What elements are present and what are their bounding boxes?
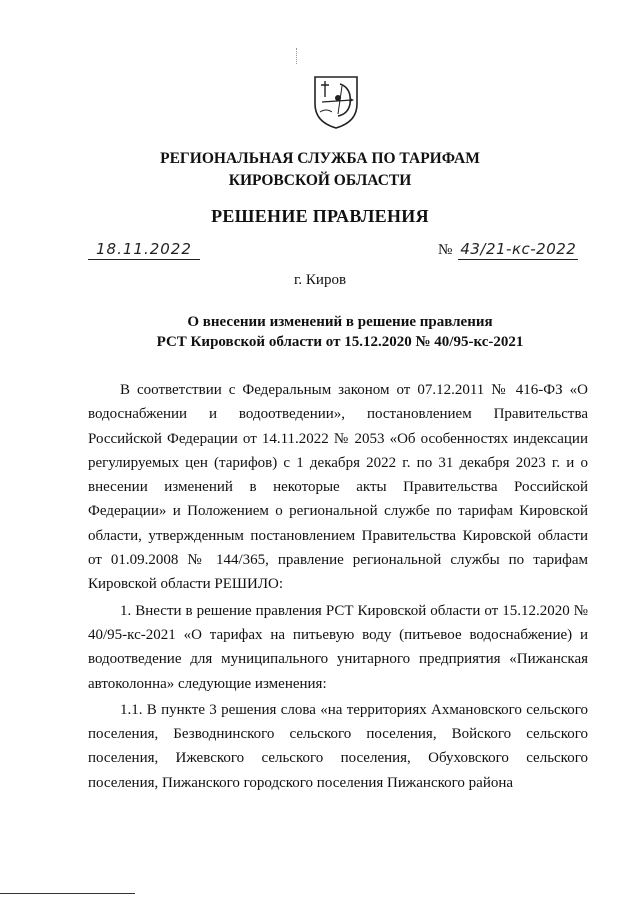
- org-line-1: РЕГИОНАЛЬНАЯ СЛУЖБА ПО ТАРИФАМ: [160, 150, 480, 167]
- org-line-2: КИРОВСКОЙ ОБЛАСТИ: [228, 172, 412, 189]
- document-date: 18.11.2022: [88, 240, 200, 260]
- document-body: [88, 378, 588, 795]
- document-type: РЕШЕНИЕ ПРАВЛЕНИЯ: [211, 206, 429, 226]
- scan-mark: [296, 48, 299, 64]
- paragraph-preamble: В соответствии с Федеральным законом от 07.12.2011 № 416-ФЗ «О водоснабжении и водоотведении», постановлением Правительства Российской Федерации от 14.11.2022 № 2053 «Об особенностях индексации регулируемых цен (тарифов) с 1 декабря 2022 г. по 31 декабря 2023 г. и о внесении изменений в некоторые акты Правительства Российской Федерации» и Положением о региональной службе по тарифам Кировской области, утвержденным постановлением Правительства Кировской области от 01.09.2008 № 144/365, правление региональной службы по тарифам Кировской области РЕШИЛО:: [88, 382, 588, 593]
- footnote-rule: [0, 893, 135, 894]
- paragraph-item-1-1: 1.1. В пункте 3 решения слова «на территориях Ахмановского сельского поселения, Безводнинского сельского поселения, Войского сельского поселения, Ижевского сельского поселения, Обуховского сельского поселения, Пижанского городского поселения Пижанского района: [88, 701, 588, 791]
- subject-line-2: РСТ Кировской области от 15.12.2020 № 40/95-кс-2021: [156, 334, 524, 350]
- document-subject: [0, 312, 640, 352]
- kirov-coat-of-arms-icon: [312, 74, 360, 130]
- organization-name: [0, 148, 640, 192]
- city: г. Киров: [293, 272, 347, 288]
- subject-line-1: О внесении изменений в решение правления: [187, 314, 493, 330]
- document-number: [438, 240, 578, 259]
- number-value: 43/21-кс-2022: [460, 240, 577, 258]
- number-sign: №: [438, 242, 453, 258]
- paragraph-item-1: 1. Внести в решение правления РСТ Кировской области от 15.12.2020 № 40/95-кс-2021 «О тарифах на питьевую воду (питьевое водоснабжение) и водоотведение для муниципального унитарного предприятия «Пижанская автоколонна» следующие изменения:: [88, 602, 588, 692]
